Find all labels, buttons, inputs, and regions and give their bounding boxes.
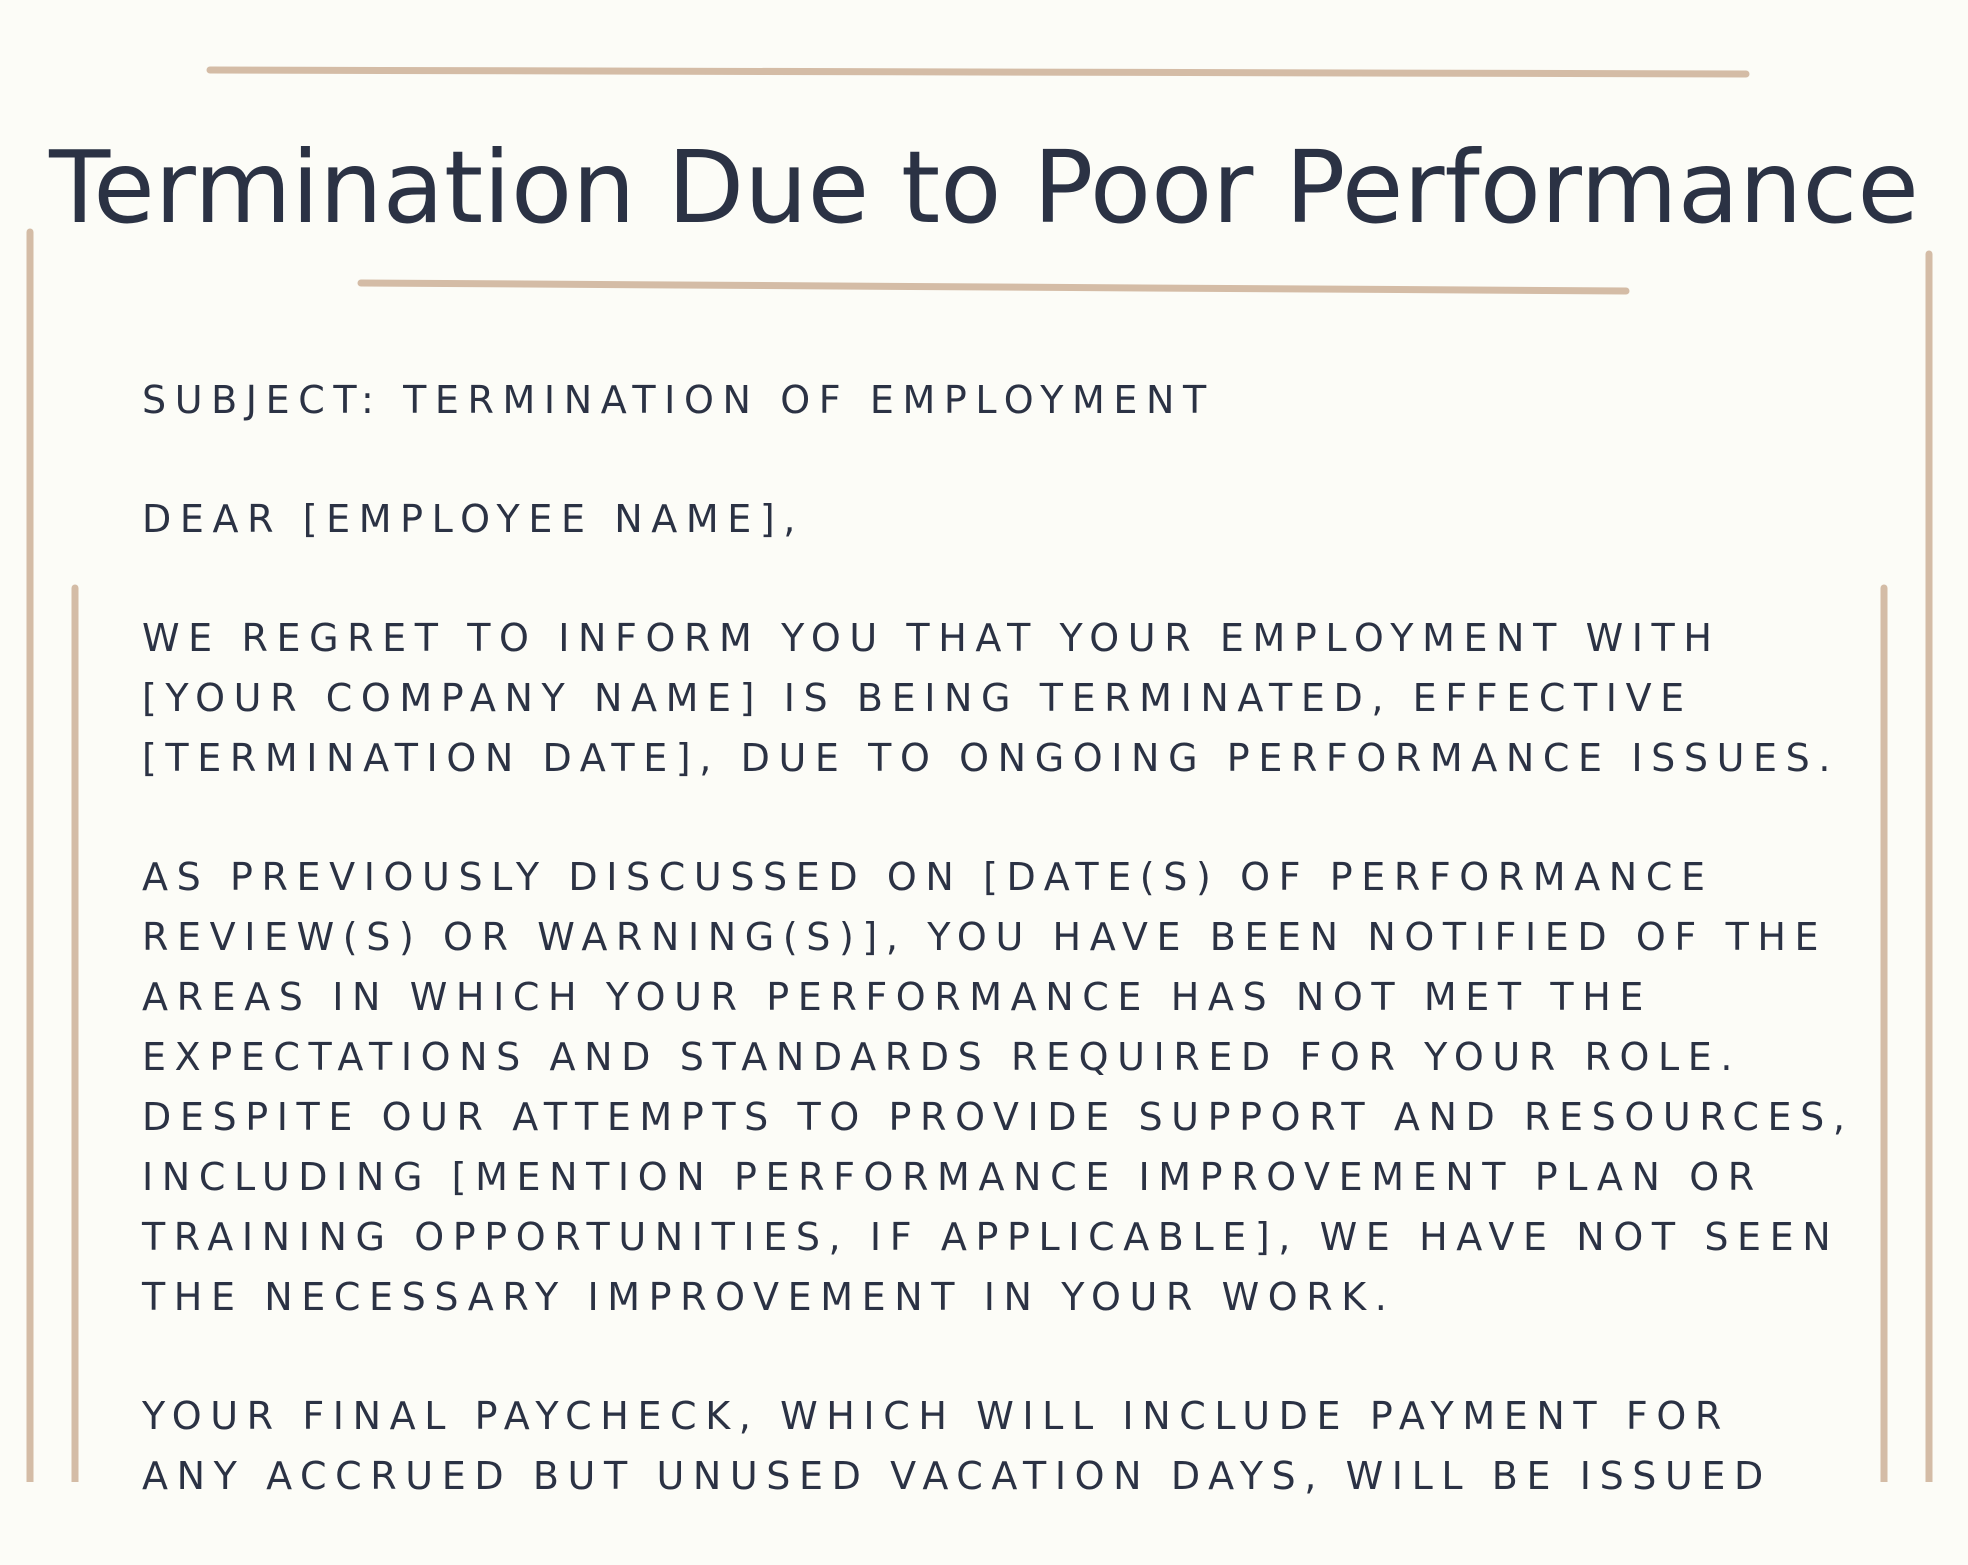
salutation: DEAR [EMPLOYEE NAME], — [142, 497, 804, 541]
paragraph-line: REVIEW(S) OR WARNING(S)], YOU HAVE BEEN NOTIFIED OF THE — [142, 915, 1828, 959]
under-title-rule-line — [361, 283, 1626, 291]
paragraph-line: AREAS IN WHICH YOUR PERFORMANCE HAS NOT MET THE — [142, 975, 1653, 1019]
paragraph-line: THE NECESSARY IMPROVEMENT IN YOUR WORK. — [142, 1275, 1396, 1319]
paragraph-line: EXPECTATIONS AND STANDARDS REQUIRED FOR YOUR ROLE. — [142, 1035, 1742, 1079]
paragraph-line: TRAINING OPPORTUNITIES, IF APPLICABLE], WE HAVE NOT SEEN — [142, 1215, 1840, 1259]
paragraph-line: DESPITE OUR ATTEMPTS TO PROVIDE SUPPORT AND RESOURCES, — [142, 1095, 1854, 1139]
paragraph-line: [YOUR COMPANY NAME] IS BEING TERMINATED, EFFECTIVE — [142, 676, 1693, 720]
paragraph-line: [TERMINATION DATE], DUE TO ONGOING PERFORMANCE ISSUES. — [142, 736, 1840, 780]
top-rule-line — [210, 70, 1746, 74]
paragraph-final-paycheck — [142, 1386, 1902, 1506]
document-title: Termination Due to Poor Performance — [49, 129, 1919, 246]
subject-line: SUBJECT: TERMINATION OF EMPLOYMENT — [142, 378, 1215, 422]
paragraph-line: AS PREVIOUSLY DISCUSSED ON [DATE(S) OF PERFORMANCE — [142, 855, 1714, 899]
paragraph-termination-notice — [142, 608, 1902, 788]
paragraph-line: ANY ACCRUED BUT UNUSED VACATION DAYS, WILL BE ISSUED — [142, 1454, 1772, 1498]
paragraph-line: WE REGRET TO INFORM YOU THAT YOUR EMPLOYMENT WITH — [142, 616, 1721, 660]
paragraph-performance-history — [142, 847, 1902, 1327]
letter-body — [142, 370, 1902, 1565]
paragraph-line: INCLUDING [MENTION PERFORMANCE IMPROVEMENT PLAN OR — [142, 1155, 1763, 1199]
paragraph-line: YOUR FINAL PAYCHECK, WHICH WILL INCLUDE PAYMENT FOR — [142, 1394, 1730, 1438]
